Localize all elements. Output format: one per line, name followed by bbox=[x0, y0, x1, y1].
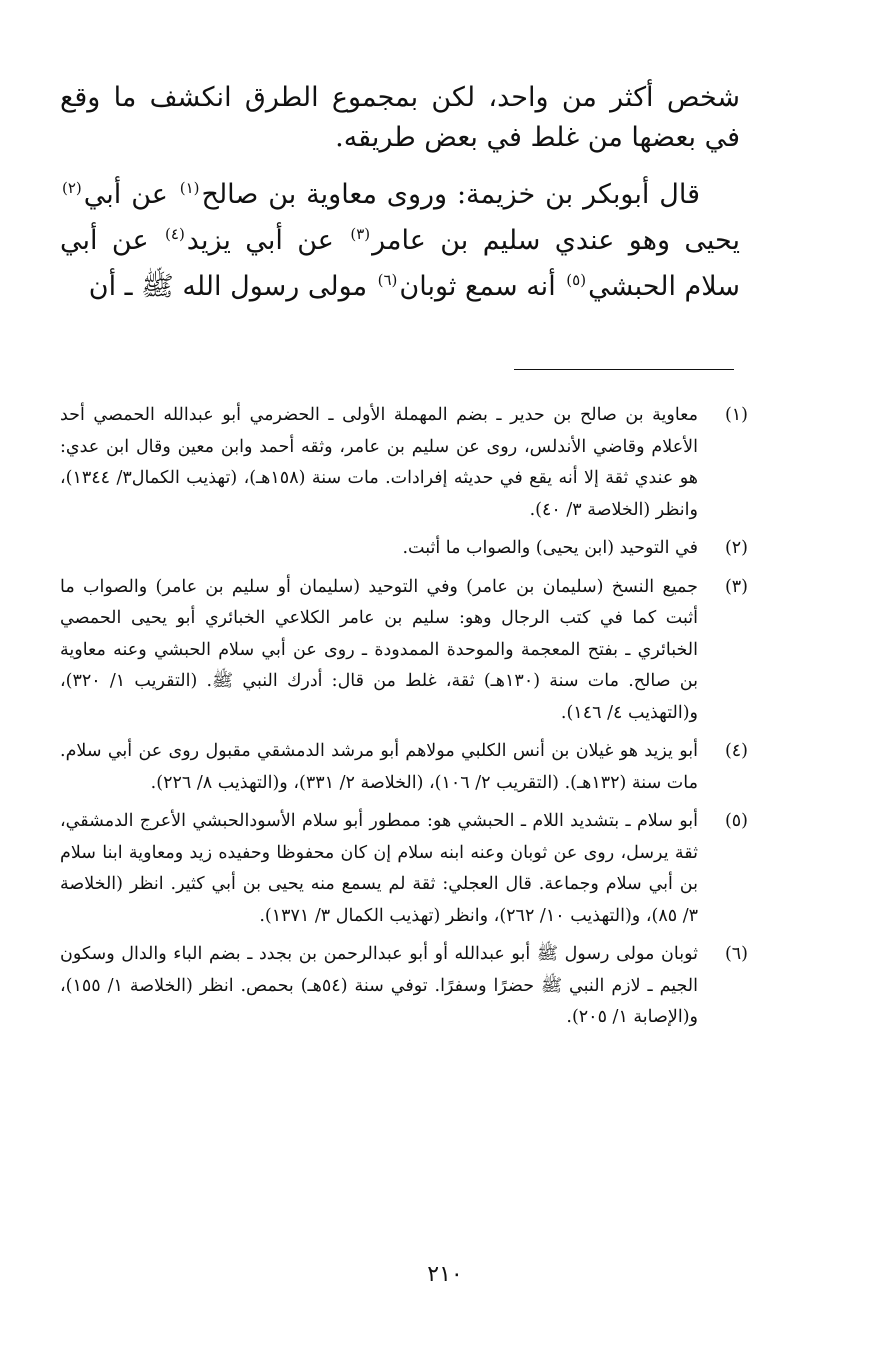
footnote-number: (٥) bbox=[724, 811, 748, 831]
text-segment: عن أبي سلام الحبشي bbox=[60, 225, 740, 302]
main-text bbox=[60, 78, 740, 310]
footnote-ref[interactable]: (١) bbox=[179, 179, 200, 197]
text-segment: عن أبي يزيد bbox=[186, 225, 349, 256]
text-segment: أنه سمع ثوبان bbox=[399, 271, 565, 302]
footnote-item bbox=[60, 533, 748, 565]
text-segment: مولى رسول الله ﷺ ـ أن bbox=[88, 271, 376, 302]
footnote-number: (٦) bbox=[724, 944, 748, 964]
footnote-number: (٣) bbox=[724, 576, 748, 597]
footnote-separator bbox=[514, 369, 734, 370]
footnotes bbox=[60, 400, 748, 1041]
footnote-item bbox=[60, 400, 748, 526]
footnote-number: (١) bbox=[724, 405, 748, 425]
footnote-ref[interactable]: (٦) bbox=[377, 271, 398, 289]
footnote-text: جميع النسخ (سليمان بن عامر) وفي التوحيد (سليمان أو سليم بن عامر) والصواب ما أثبت كما في كتب الرجال وهو: سليم بن عامر الكلاعي الخبائري أبو يحيى الحمصي الخبائري ـ بفتح المعجمة والموحدة الممدودة ـ روى عن أبي سلام الحبشي وعنه معاوية بن صالح. مات سنة (١٣٠هـ) ثقة، غلط من قال: أدرك النبي ﷺ. (التقريب ١/ ٣٢٠)، و(التهذيب ٤/ ١٤٦). bbox=[60, 576, 698, 723]
footnote-item bbox=[60, 736, 748, 799]
page-number: ٢١٠ bbox=[427, 1262, 463, 1287]
main-paragraph-1: شخص أكثر من واحد، لكن بمجموع الطرق انكشف ما وقع في بعضها من غلط في بعض طريقه. bbox=[60, 82, 740, 153]
text-segment: يحيى وهو عندي سليم بن عامر bbox=[372, 225, 740, 256]
text-segment: عن أبي bbox=[83, 179, 178, 210]
footnote-item bbox=[60, 806, 748, 932]
footnote-text: في التوحيد (ابن يحيى) والصواب ما أثبت. bbox=[402, 538, 698, 558]
footnote-number: (٢) bbox=[724, 538, 748, 558]
footnote-item bbox=[60, 572, 748, 730]
footnote-text: أبو سلام ـ بتشديد اللام ـ الحبشي هو: ممطور أبو سلام الأسودالحبشي الأعرج الدمشقي، ثقة يرسل، روى عن ثوبان وعنه ابنه سلام إن كان محفوظا وحفيده زيد ومعاوية ابنا سلام بن أبي سلام وجماعة. قال العجلي: ثقة لم يسمع منه يحيى بن أبي كثير. انظر (الخلاصة ٣/ ٨٥)، و(التهذيب ١٠/ ٢٦٢)، وانظر (تهذيب الكمال ٣/ ١٣٧١). bbox=[60, 811, 698, 926]
footnote-ref[interactable]: (٤) bbox=[165, 225, 185, 243]
footnote-ref[interactable]: (٢) bbox=[62, 179, 82, 197]
footnote-text: أبو يزيد هو غيلان بن أنس الكلبي مولاهم أبو مرشد الدمشقي مقبول روى عن أبي سلام. مات سنة (١٣٢هـ). (التقريب ٢/ ١٠٦)، (الخلاصة ٢/ ٣٣١)، و(التهذيب ٨/ ٢٢٦). bbox=[60, 741, 698, 793]
footnote-ref[interactable]: (٥) bbox=[566, 271, 587, 289]
footnote-text: معاوية بن صالح بن حدير ـ بضم المهملة الأولى ـ الحضرمي أبو عبدالله الحمصي أحد الأعلام وقاضي الأندلس، روى عن سليم بن عامر، وثقه أحمد وابن معين وقال ابن عدي: هو عندي ثقة إلا أنه يقع في حديثه إفرادات. مات سنة (١٥٨هـ)، (تهذيب الكمال٣/ ١٣٤٤)، وانظر (الخلاصة ٣/ ٤٠). bbox=[60, 405, 698, 520]
main-paragraph-2 bbox=[60, 172, 740, 310]
footnote-number: (٤) bbox=[724, 741, 748, 761]
footnote-ref[interactable]: (٣) bbox=[350, 225, 371, 243]
footnote-item bbox=[60, 939, 748, 1034]
text-segment: قال أبوبكر بن خزيمة: وروى معاوية بن صالح bbox=[201, 179, 700, 210]
footnote-text: ثوبان مولى رسول ﷺ أبو عبدالله أو أبو عبدالرحمن بن بجدد ـ بضم الباء والدال وسكون الجيم ـ لازم النبي ﷺ حضرًا وسفرًا. توفي سنة (٥٤هـ) بحمص. انظر (الخلاصة ١/ ١٥٥)، و(الإصابة ١/ ٢٠٥). bbox=[60, 944, 699, 1027]
